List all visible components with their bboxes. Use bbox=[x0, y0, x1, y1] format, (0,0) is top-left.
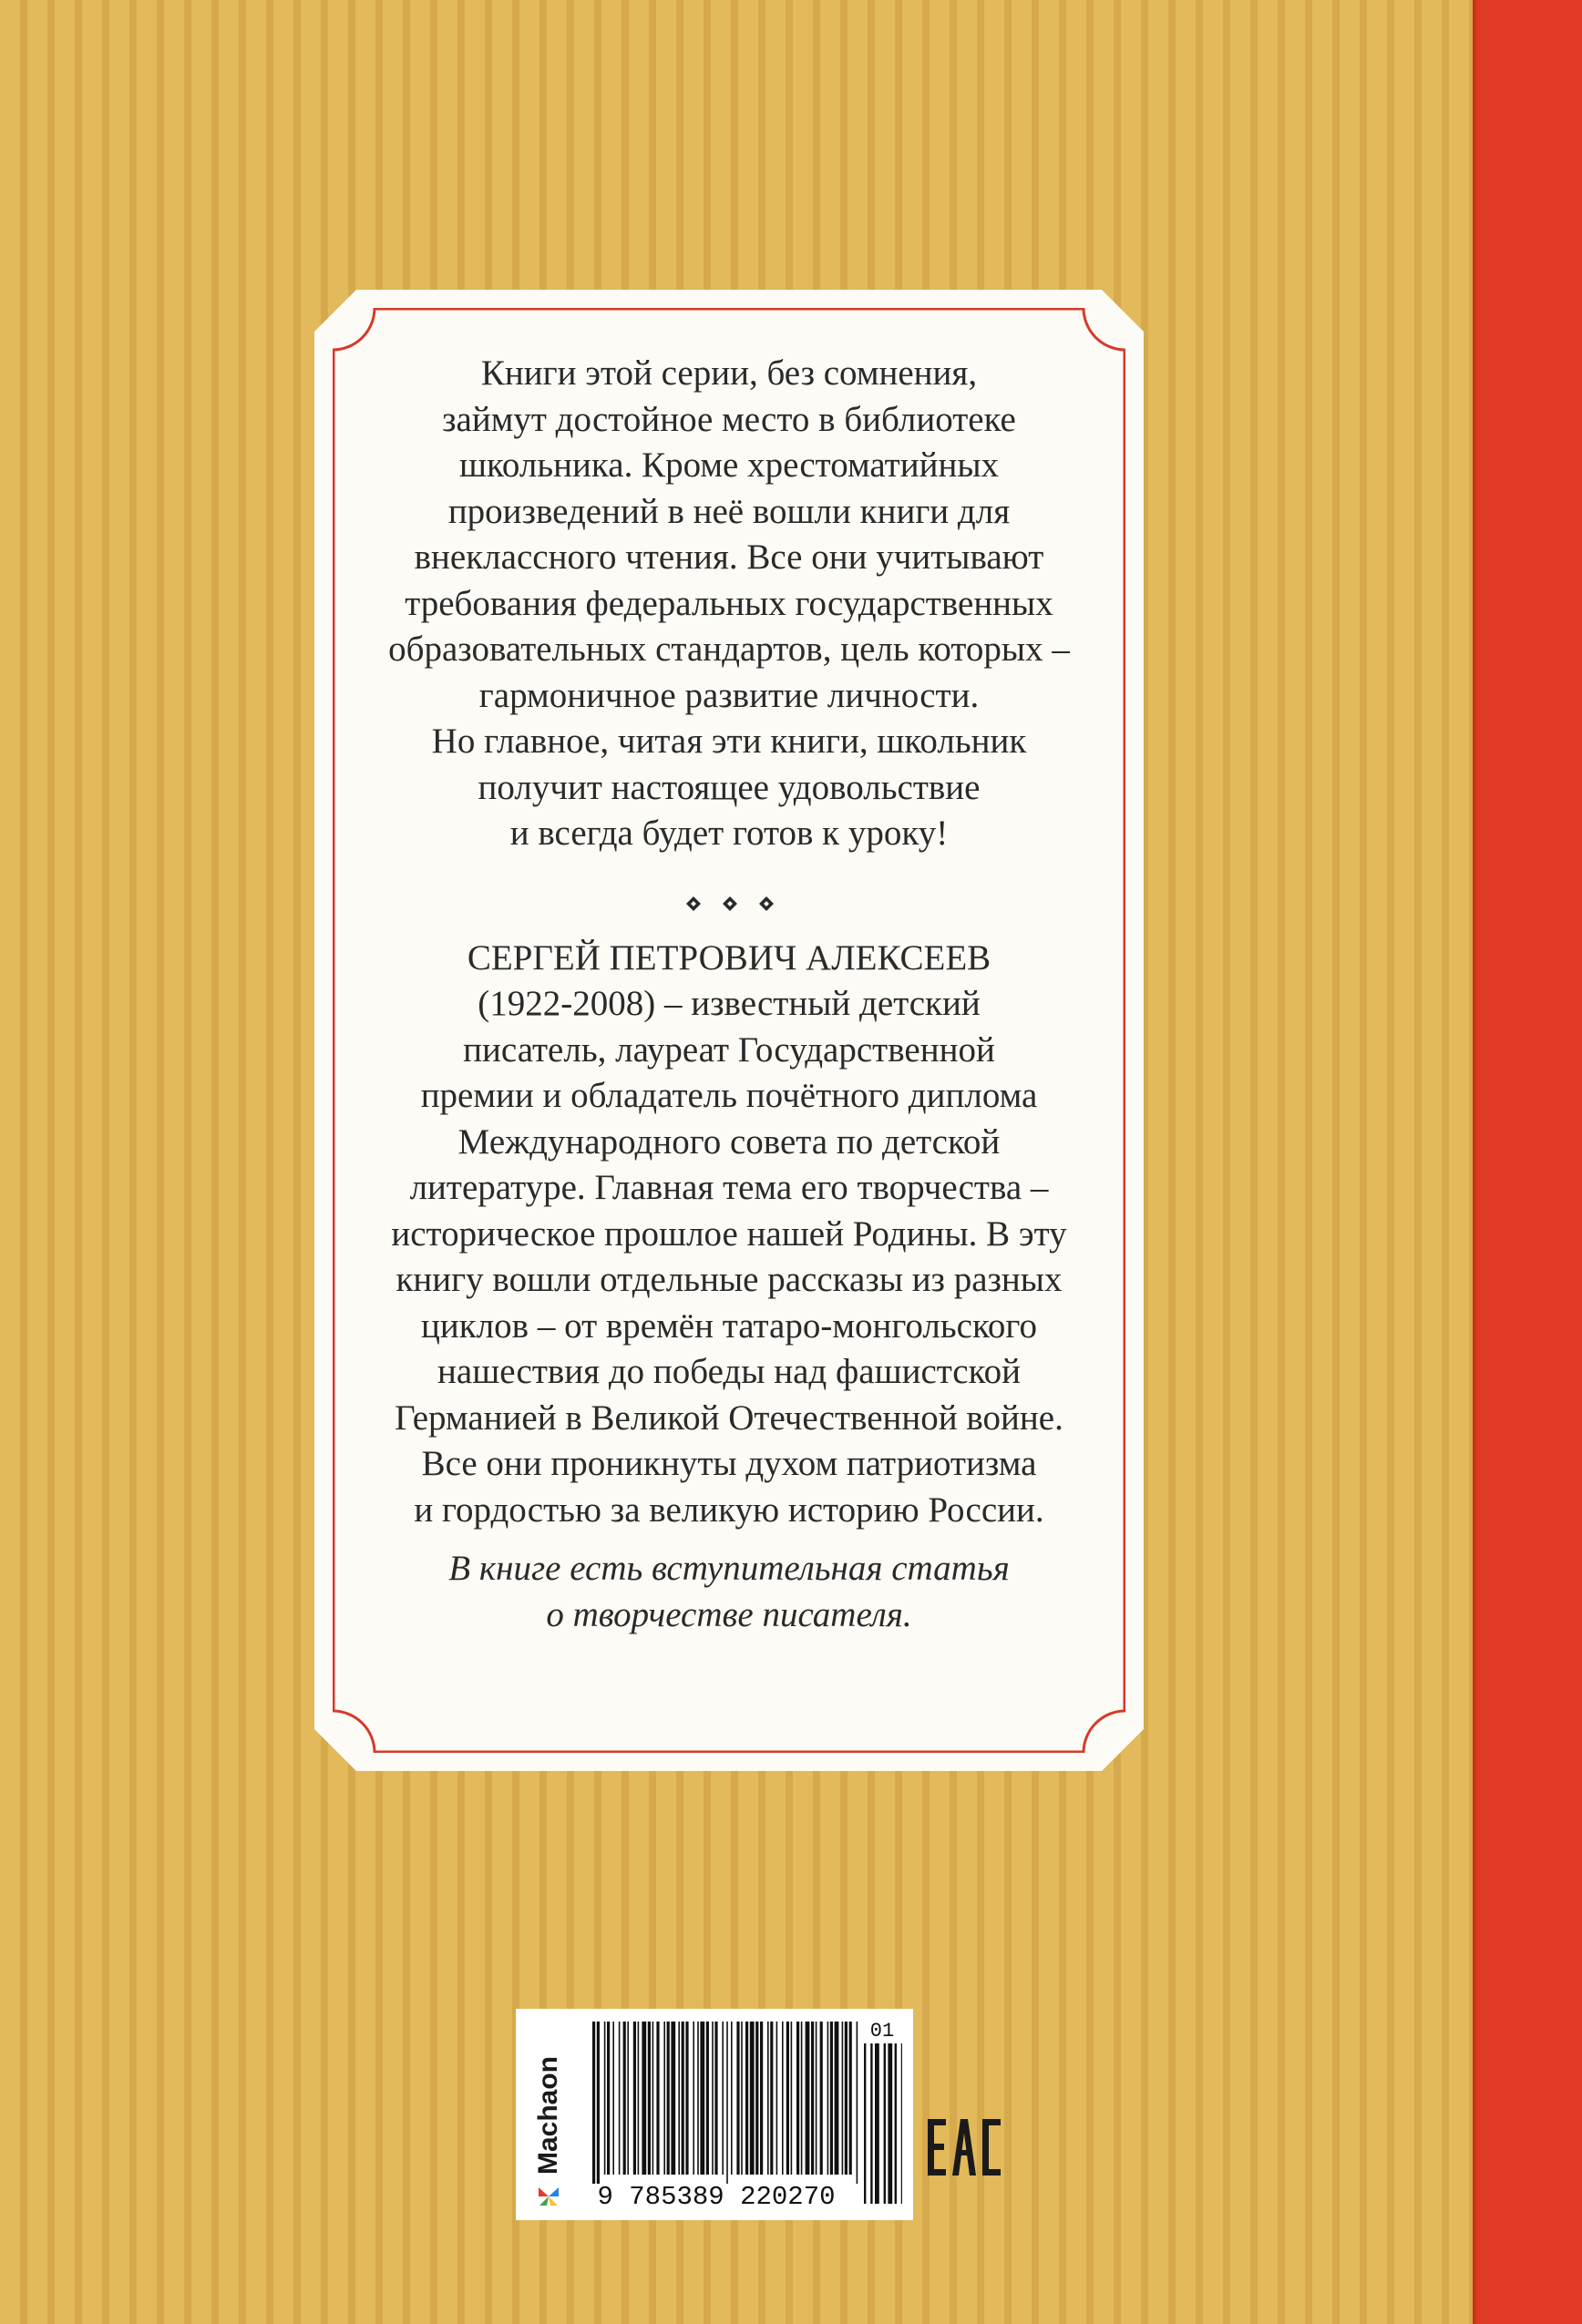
intro-line: гармоничное развитие личности. bbox=[478, 675, 980, 715]
publisher-logo bbox=[529, 2020, 569, 2211]
author-line: писатель, лауреат Государственной bbox=[463, 1029, 995, 1070]
barcode-bar bbox=[801, 2022, 803, 2175]
barcode-bar bbox=[597, 2022, 600, 2184]
barcode-bar bbox=[671, 2022, 675, 2175]
barcode-bar bbox=[827, 2022, 829, 2175]
addon-bar bbox=[888, 2043, 892, 2204]
barcode-bar bbox=[830, 2022, 833, 2175]
barcode-bar bbox=[776, 2022, 778, 2175]
author-line: (1922-2008) – известный детский bbox=[478, 984, 981, 1023]
barcode-bar bbox=[857, 2022, 858, 2184]
eac-certification-mark-icon bbox=[928, 2119, 1001, 2176]
intro-line: образовательных стандартов, цель которых – bbox=[388, 630, 1070, 669]
barcode-bar bbox=[627, 2022, 629, 2175]
barcode-bar bbox=[663, 2022, 665, 2175]
author-line: нашествия до победы над фашистской bbox=[437, 1352, 1021, 1391]
barcode-bar bbox=[652, 2022, 654, 2175]
butterfly-logo-icon bbox=[536, 2184, 561, 2209]
barcode-bar bbox=[685, 2022, 688, 2175]
barcode-bar bbox=[750, 2022, 755, 2175]
red-spine bbox=[1473, 0, 1582, 2324]
intro-line: произведений в неё вошли книги для bbox=[447, 491, 1011, 531]
barcode-bar bbox=[697, 2022, 699, 2175]
addon-bar bbox=[864, 2043, 866, 2204]
barcode-bar bbox=[796, 2022, 799, 2175]
author-line: СЕРГЕЙ ПЕТРОВИЧ АЛЕКСЕЕВ bbox=[467, 937, 991, 978]
barcode-bar bbox=[633, 2022, 636, 2175]
addon-number: 01 bbox=[869, 2020, 895, 2042]
barcode-bar bbox=[638, 2022, 640, 2175]
diamond-ornament-icon bbox=[685, 896, 700, 910]
barcode-bar bbox=[612, 2022, 614, 2175]
barcode-bar bbox=[741, 2022, 743, 2175]
barcode-bar bbox=[767, 2022, 769, 2175]
barcode-bar bbox=[623, 2022, 626, 2175]
addon-bar bbox=[875, 2043, 879, 2204]
barcode-bar bbox=[845, 2022, 848, 2175]
author-line: Все они проникнуты духом патриотизма bbox=[421, 1444, 1037, 1483]
barcode-bar bbox=[791, 2022, 793, 2175]
barcode-bar bbox=[806, 2022, 810, 2175]
barcode-bar bbox=[682, 2022, 684, 2175]
barcode-bar bbox=[842, 2022, 844, 2175]
barcode-bar bbox=[745, 2022, 748, 2175]
barcode-label bbox=[516, 2009, 913, 2220]
barcode-bar bbox=[712, 2022, 714, 2175]
note-line: о творчестве писателя. bbox=[546, 1594, 912, 1634]
author-paragraph bbox=[346, 936, 1112, 1534]
author-line: и гордостью за великую историю России. bbox=[414, 1490, 1044, 1530]
italic-note bbox=[346, 1546, 1112, 1638]
addon-bar bbox=[895, 2043, 897, 2204]
barcode-bar bbox=[667, 2022, 670, 2175]
intro-line: требования федеральных государственных bbox=[405, 583, 1053, 623]
barcode-bar bbox=[811, 2022, 814, 2175]
barcode-bar bbox=[607, 2022, 610, 2175]
intro-line: Книги этой серии, без сомнения, bbox=[480, 353, 978, 393]
barcode-bar bbox=[755, 2022, 758, 2175]
cover-text bbox=[346, 351, 1112, 1638]
barcode-bar bbox=[592, 2022, 595, 2184]
barcode-bar bbox=[706, 2022, 709, 2175]
intro-line: займут достойное место в библиотеке bbox=[442, 399, 1016, 439]
author-line: Международного совета по детской bbox=[457, 1121, 1001, 1162]
barcode-bar bbox=[722, 2022, 724, 2175]
intro-paragraph bbox=[346, 351, 1112, 857]
addon-bar bbox=[901, 2043, 902, 2204]
barcode-bar bbox=[782, 2022, 784, 2175]
barcode-bar bbox=[693, 2022, 694, 2175]
barcode-bar bbox=[849, 2022, 852, 2175]
barcode-bar bbox=[770, 2022, 773, 2175]
addon-bar bbox=[884, 2043, 886, 2204]
intro-line: получит настоящее удовольствие bbox=[478, 767, 981, 807]
barcode-bar bbox=[731, 2022, 733, 2175]
barcode-bar bbox=[714, 2022, 717, 2175]
intro-line: внеклассного чтения. Все они учитывают bbox=[414, 537, 1044, 577]
intro-line: школьника. Кроме хрестоматийных bbox=[458, 445, 1000, 485]
diamond-ornament-icon bbox=[758, 896, 773, 910]
intro-line: Но главное, читая эти книги, школьник bbox=[431, 722, 1027, 761]
barcode-bar bbox=[786, 2022, 789, 2175]
barcode-bar bbox=[604, 2022, 606, 2175]
author-line: Германией в Великой Отечественной войне. bbox=[395, 1397, 1063, 1438]
publisher-name: Machaon bbox=[533, 2055, 563, 2176]
isbn-number: 9 785389 220270 bbox=[597, 2182, 836, 2212]
isbn-barcode bbox=[591, 2022, 860, 2184]
barcode-bar bbox=[648, 2022, 651, 2175]
addon-bar bbox=[870, 2043, 872, 2204]
barcode-bar bbox=[835, 2022, 839, 2175]
intro-line: и всегда будет готов к уроку! bbox=[509, 814, 949, 853]
barcode-bar bbox=[619, 2022, 621, 2175]
ornament-divider bbox=[346, 886, 1112, 919]
addon-barcode bbox=[862, 2043, 902, 2204]
author-line: историческое прошлое нашей Родины. В эту bbox=[391, 1213, 1067, 1254]
barcode-bar bbox=[736, 2022, 739, 2175]
barcode-bar bbox=[816, 2022, 817, 2175]
author-line: циклов – от времён татаро-монгольского bbox=[421, 1305, 1037, 1346]
barcode-bar bbox=[760, 2022, 763, 2175]
author-line: книгу вошли отдельные рассказы из разных bbox=[396, 1260, 1063, 1299]
barcode-bar bbox=[642, 2022, 646, 2175]
diamond-ornament-icon bbox=[722, 896, 736, 910]
note-line: В книге есть вступительная статья bbox=[448, 1549, 1010, 1588]
author-line: литературе. Главная тема его творчества – bbox=[409, 1168, 1049, 1207]
barcode-bar bbox=[820, 2022, 823, 2175]
barcode-bar bbox=[700, 2022, 704, 2175]
barcode-bar bbox=[678, 2022, 680, 2175]
author-line: премии и обладатель почётного диплома bbox=[420, 1076, 1038, 1115]
barcode-bar bbox=[656, 2022, 659, 2175]
barcode-bar bbox=[726, 2022, 728, 2184]
